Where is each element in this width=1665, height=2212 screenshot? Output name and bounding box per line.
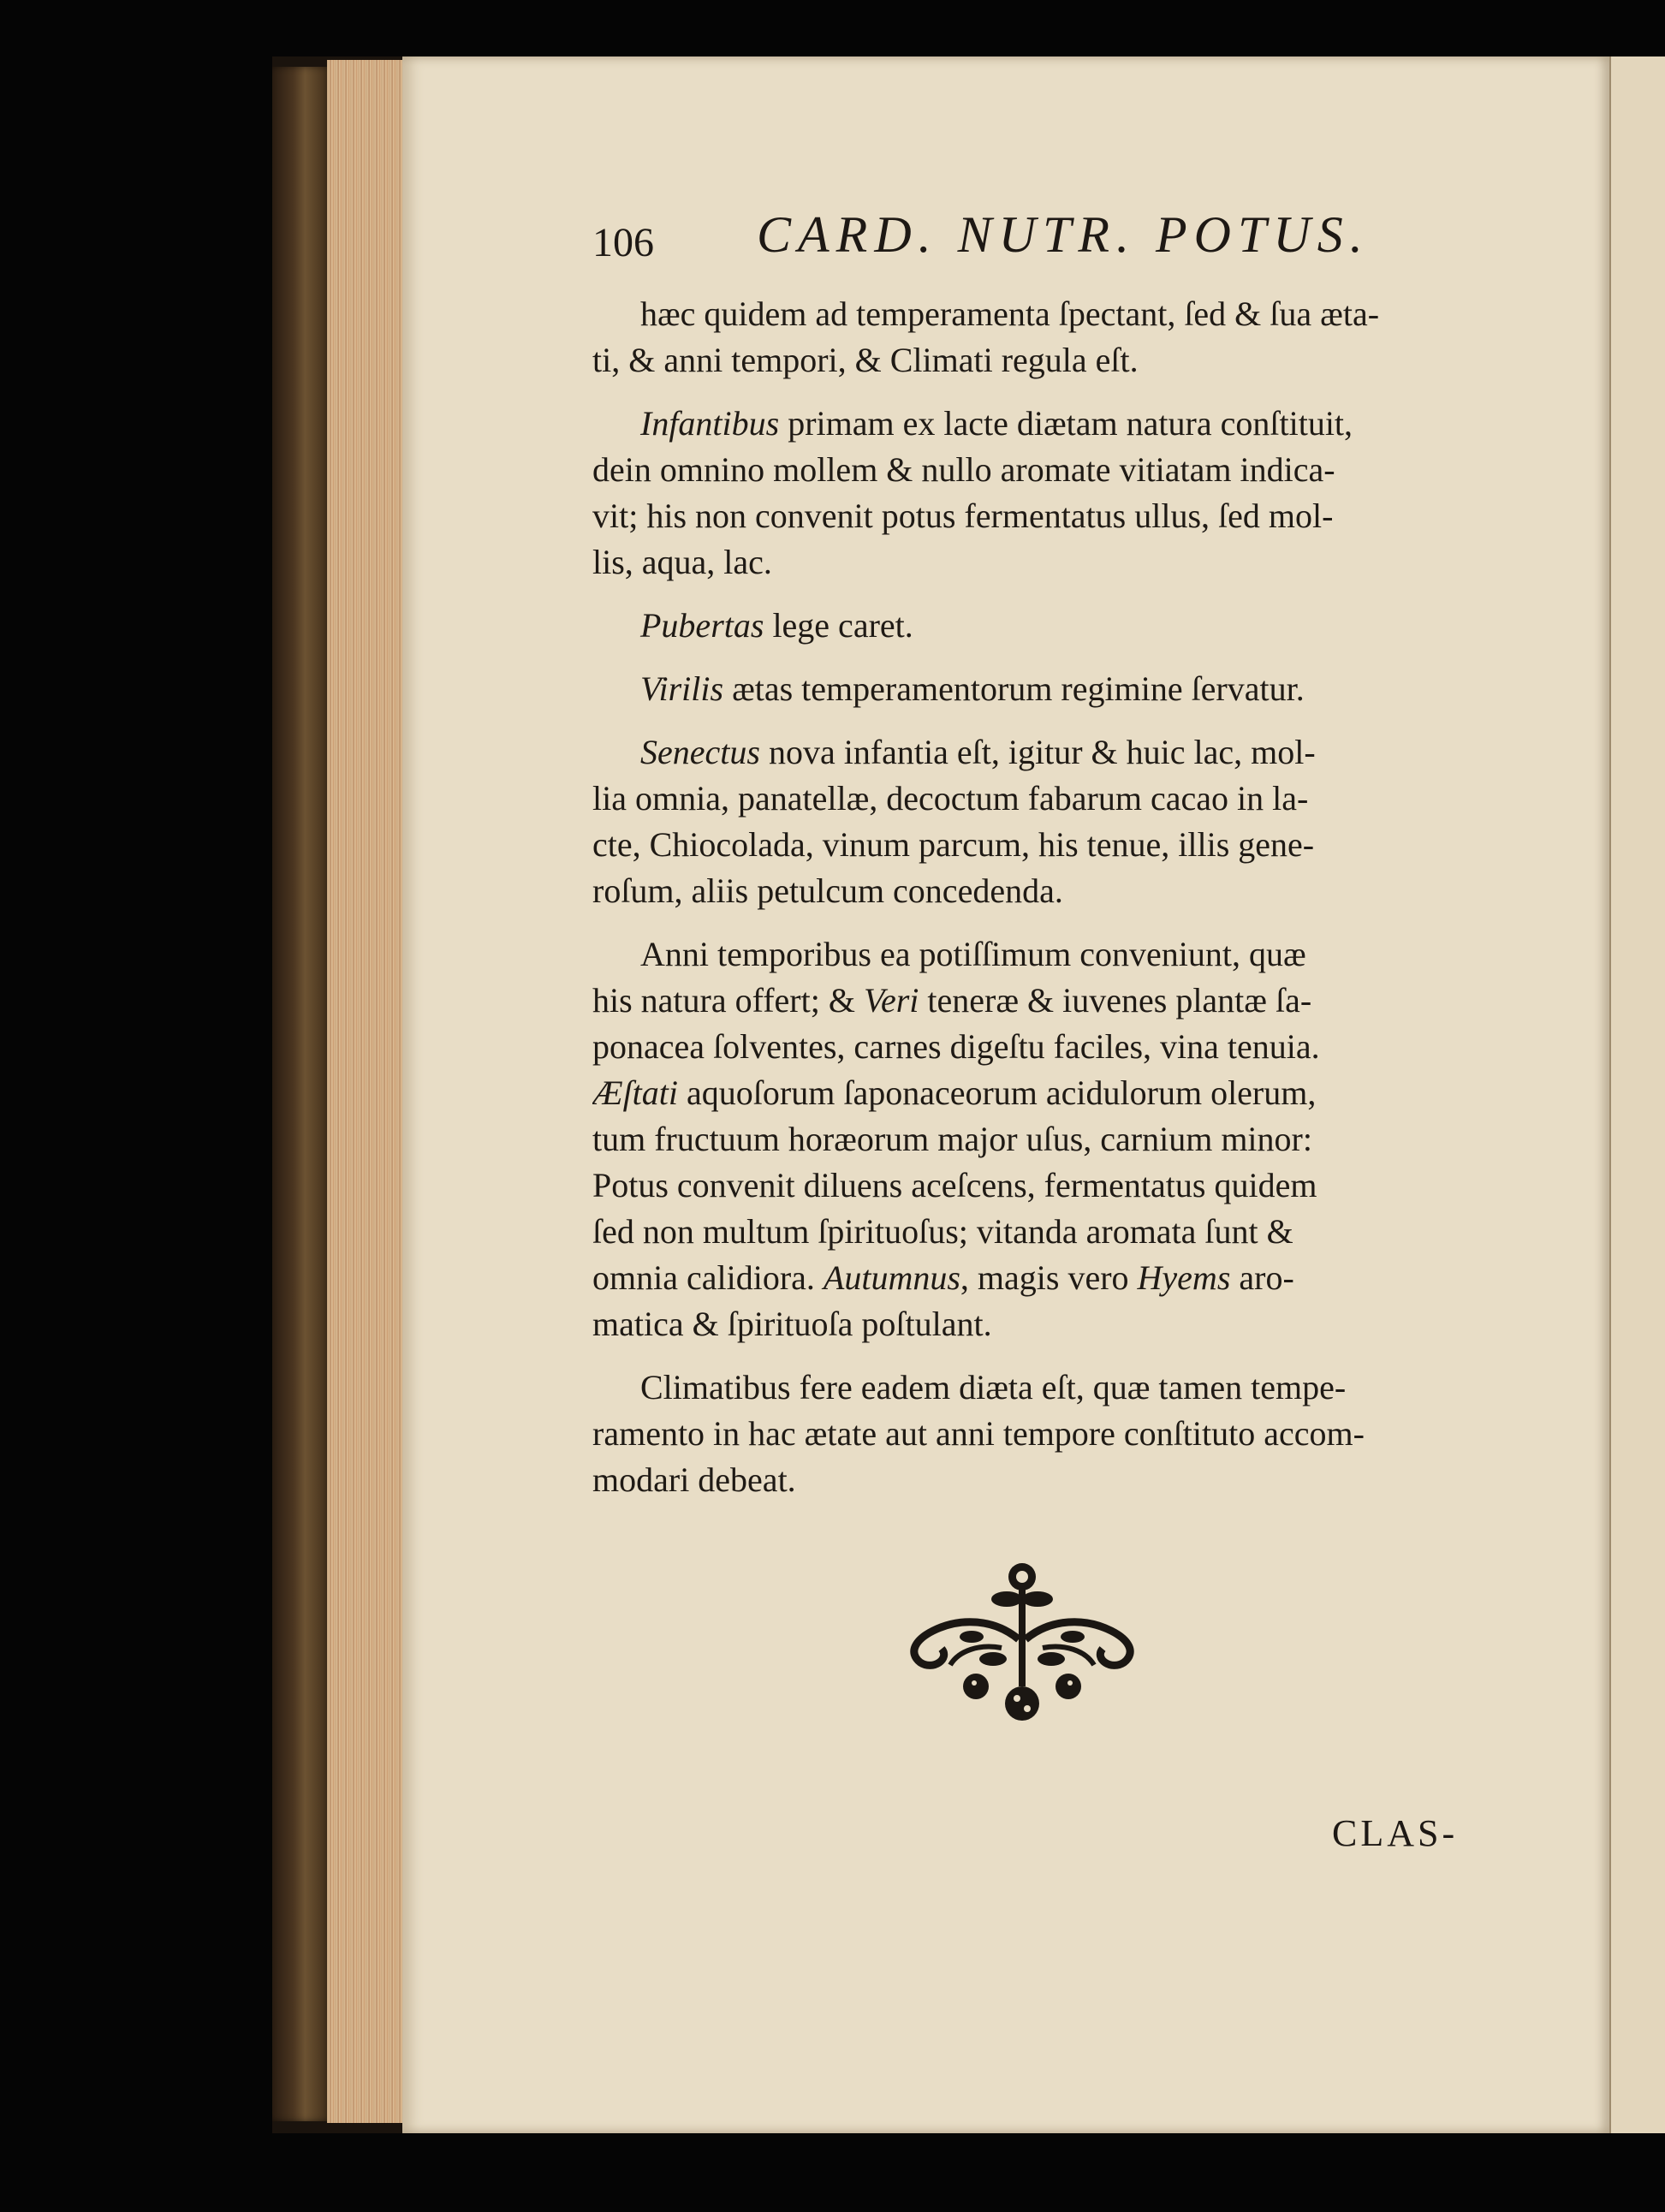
page-header xyxy=(592,205,1370,282)
paragraph xyxy=(592,291,1474,384)
text-line xyxy=(592,337,1474,384)
text-segment: cte, Chiocolada, vinum parcum, his tenue, illis gene- xyxy=(592,825,1315,864)
text-line xyxy=(592,401,1474,447)
text-segment: modari debeat. xyxy=(592,1460,796,1499)
text-segment: ti, & anni tempori, & Climati regula eſt. xyxy=(592,341,1139,379)
text-line xyxy=(592,1162,1474,1209)
text-line xyxy=(592,603,1474,649)
italic-segment: Veri xyxy=(863,981,919,1020)
paragraph xyxy=(592,1365,1474,1503)
italic-segment: Infantibus xyxy=(640,404,780,443)
text-segment: lis, aqua, lac. xyxy=(592,543,772,581)
text-segment: ponacea ſolventes, carnes digeſtu faciles, vina tenuia. xyxy=(592,1027,1320,1066)
italic-segment: Pubertas xyxy=(640,606,764,645)
text-segment: his natura offert; & xyxy=(592,981,864,1020)
text-line xyxy=(592,1365,1474,1411)
text-line xyxy=(592,447,1474,493)
text-line xyxy=(592,978,1474,1024)
text-segment: ſed non multum ſpirituoſus; vitanda aromata ſunt & xyxy=(592,1212,1293,1251)
text-line xyxy=(592,1209,1474,1255)
text-segment: ætas temperamentorum regimine ſervatur. xyxy=(723,669,1305,708)
text-segment: matica & ſpirituoſa poſtulant. xyxy=(592,1305,992,1343)
text-line xyxy=(592,1457,1474,1503)
body-text xyxy=(592,291,1474,1520)
text-line xyxy=(592,291,1474,337)
text-line xyxy=(592,1070,1474,1116)
text-segment: aquoſorum ſaponaceorum acidulorum olerum, xyxy=(678,1073,1317,1112)
floral-tailpiece-icon xyxy=(899,1558,1147,1729)
text-line xyxy=(592,1301,1474,1347)
text-segment: ramento in hac ætate aut anni tempore conſtituto accom- xyxy=(592,1414,1365,1453)
text-segment: , magis vero xyxy=(960,1258,1138,1297)
italic-segment: Autumnus xyxy=(823,1258,960,1297)
text-segment: tum fructuum horæorum major uſus, carnium minor: xyxy=(592,1120,1312,1158)
text-segment: vit; his non convenit potus fermentatus ullus, ſed mol- xyxy=(592,497,1334,535)
paragraph xyxy=(592,401,1474,586)
text-line xyxy=(592,868,1474,914)
text-segment: primam ex lacte diætam natura conſtituit, xyxy=(779,404,1353,443)
text-line xyxy=(592,1116,1474,1162)
next-page-edge xyxy=(1609,56,1665,2133)
text-segment: dein omnino mollem & nullo aromate vitiatam indica- xyxy=(592,450,1335,489)
text-segment: omnia calidiora. xyxy=(592,1258,824,1297)
text-line xyxy=(592,539,1474,586)
book-spine xyxy=(272,67,332,2121)
text-line xyxy=(592,931,1474,978)
italic-segment: Virilis xyxy=(640,669,724,708)
paragraph xyxy=(592,603,1474,649)
text-segment: roſum, aliis petulcum concedenda. xyxy=(592,871,1063,910)
page-number: 106 xyxy=(592,220,654,265)
page-edges xyxy=(327,60,406,2123)
italic-segment: Æſtati xyxy=(592,1073,679,1112)
catchword: CLAS- xyxy=(1332,1812,1459,1854)
paragraph xyxy=(592,729,1474,914)
text-line xyxy=(592,776,1474,822)
text-segment: lia omnia, panatellæ, decoctum fabarum cacao in la- xyxy=(592,779,1309,818)
paragraph xyxy=(592,666,1474,712)
text-line xyxy=(592,822,1474,868)
text-segment: teneræ & iuvenes plantæ ſa- xyxy=(919,981,1312,1020)
text-segment: Potus convenit diluens aceſcens, fermentatus quidem xyxy=(592,1166,1317,1204)
text-line xyxy=(592,666,1474,712)
text-segment: Anni temporibus ea potiſſimum conveniunt, quæ xyxy=(640,935,1306,973)
text-line xyxy=(592,493,1474,539)
text-segment: aro- xyxy=(1230,1258,1294,1297)
text-line xyxy=(592,729,1474,776)
text-segment: hæc quidem ad temperamenta ſpectant, ſed & ſua æta- xyxy=(640,294,1380,333)
text-line xyxy=(592,1411,1474,1457)
italic-segment: Senectus xyxy=(640,733,760,771)
running-title: CARD. NUTR. POTUS. xyxy=(757,206,1370,263)
paragraph xyxy=(592,931,1474,1347)
text-line xyxy=(592,1255,1474,1301)
text-segment: Climatibus fere eadem diæta eſt, quæ tamen tempe- xyxy=(640,1368,1347,1406)
text-segment: nova infantia eſt, igitur & huic lac, mol- xyxy=(759,733,1316,771)
italic-segment: Hyems xyxy=(1137,1258,1231,1297)
text-line xyxy=(592,1024,1474,1070)
text-segment: lege caret. xyxy=(764,606,913,645)
